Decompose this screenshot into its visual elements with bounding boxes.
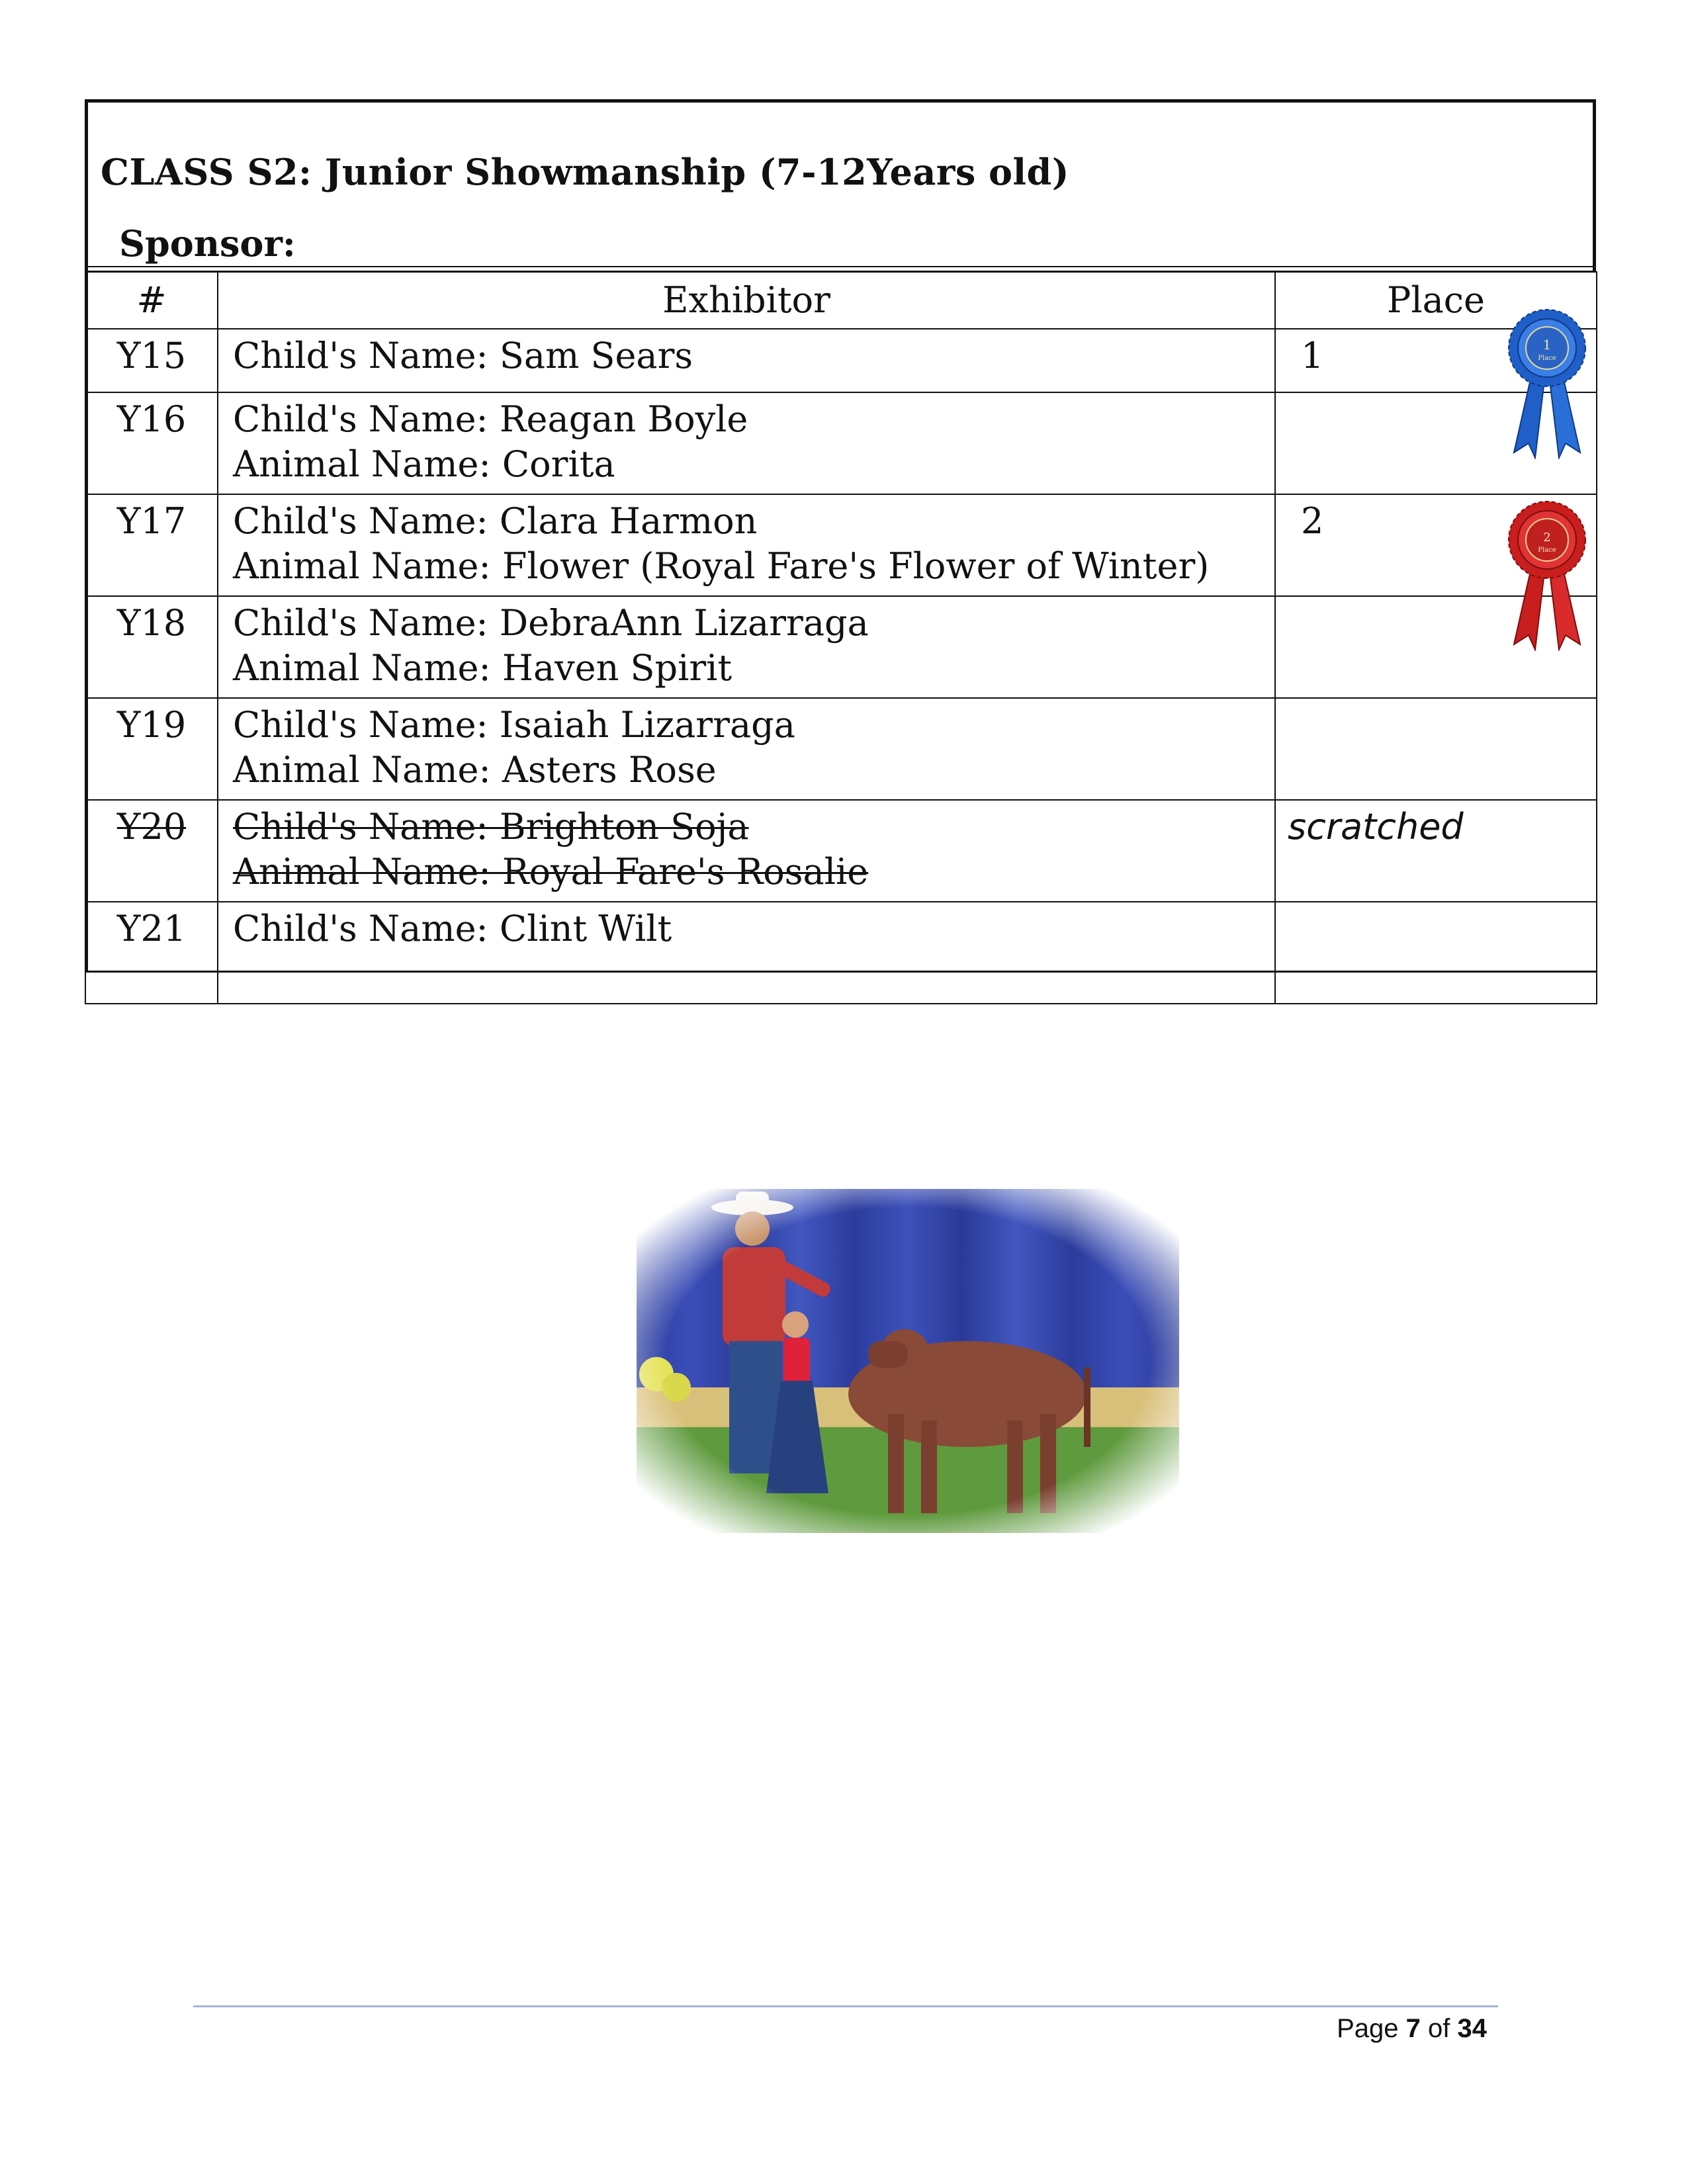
exhibitor-cell (218, 329, 1275, 392)
of-word: of (1428, 2014, 1450, 2043)
child-name: Child's Name: Clint Wilt (233, 908, 672, 949)
table-row-scratched (85, 800, 1597, 902)
footer-rule (193, 2005, 1498, 2007)
exhibitor-cell (218, 392, 1275, 494)
entry-number: Y18 (85, 596, 218, 698)
exhibitor-cell (218, 800, 1275, 902)
animal-name: Animal Name: Haven Spirit (233, 647, 733, 689)
sponsor-label: Sponsor: (119, 222, 296, 265)
page-number: 7 (1405, 2014, 1421, 2043)
entry-number: Y19 (85, 698, 218, 800)
table-row (85, 698, 1597, 800)
exhibitor-cell (218, 698, 1275, 800)
child-name: Child's Name: DebraAnn Lizarraga (233, 602, 869, 644)
page-footer (1337, 2014, 1487, 2044)
entry-number: Y16 (85, 392, 218, 494)
header-place: Place (1275, 272, 1597, 329)
entry-number: Y20 (85, 800, 218, 902)
header-exhibitor: Exhibitor (218, 272, 1275, 329)
table-header-row (85, 272, 1597, 329)
svg-text:Place: Place (1538, 546, 1556, 554)
second-place-ribbon-icon (1501, 498, 1593, 651)
child-name: Child's Name: Sam Sears (233, 335, 693, 376)
child-name: Child's Name: Isaiah Lizarraga (233, 704, 795, 746)
class-title: CLASS S2: Junior Showmanship (7-12Years old) (101, 151, 1069, 193)
entry-number: Y15 (85, 329, 218, 392)
table-row (85, 902, 1597, 1004)
animal-name: Animal Name: Royal Fare's Rosalie (233, 851, 869, 893)
place-cell (1275, 902, 1597, 1004)
svg-text:Place: Place (1538, 355, 1556, 362)
exhibitor-cell (218, 596, 1275, 698)
place-cell (1275, 698, 1597, 800)
svg-text:1: 1 (1542, 337, 1552, 353)
child-name: Child's Name: Clara Harmon (233, 500, 758, 542)
child-name: Child's Name: Brighton Soja (233, 806, 749, 848)
page-word: Page (1337, 2014, 1399, 2043)
entry-number: Y17 (85, 494, 218, 596)
showmanship-photo (637, 1189, 1179, 1533)
exhibitor-cell (218, 902, 1275, 1004)
entry-number: Y21 (85, 902, 218, 1004)
entries-table (85, 271, 1597, 1004)
animal-name: Animal Name: Flower (Royal Fare's Flower of Winter) (233, 545, 1210, 587)
place-cell: 1 (1275, 329, 1597, 392)
child-name: Child's Name: Reagan Boyle (233, 398, 748, 440)
exhibitor-cell (218, 494, 1275, 596)
place-cell: 2 (1275, 494, 1597, 596)
table-row (85, 494, 1597, 596)
svg-text:2: 2 (1543, 531, 1551, 545)
table-row (85, 392, 1597, 494)
first-place-ribbon-icon (1501, 306, 1593, 459)
animal-name: Animal Name: Asters Rose (233, 749, 717, 791)
animal-name: Animal Name: Corita (233, 443, 615, 485)
header-number: # (85, 272, 218, 329)
table-row (85, 329, 1597, 392)
scratched-status: scratched (1275, 800, 1597, 902)
total-pages: 34 (1457, 2014, 1487, 2043)
table-row (85, 596, 1597, 698)
